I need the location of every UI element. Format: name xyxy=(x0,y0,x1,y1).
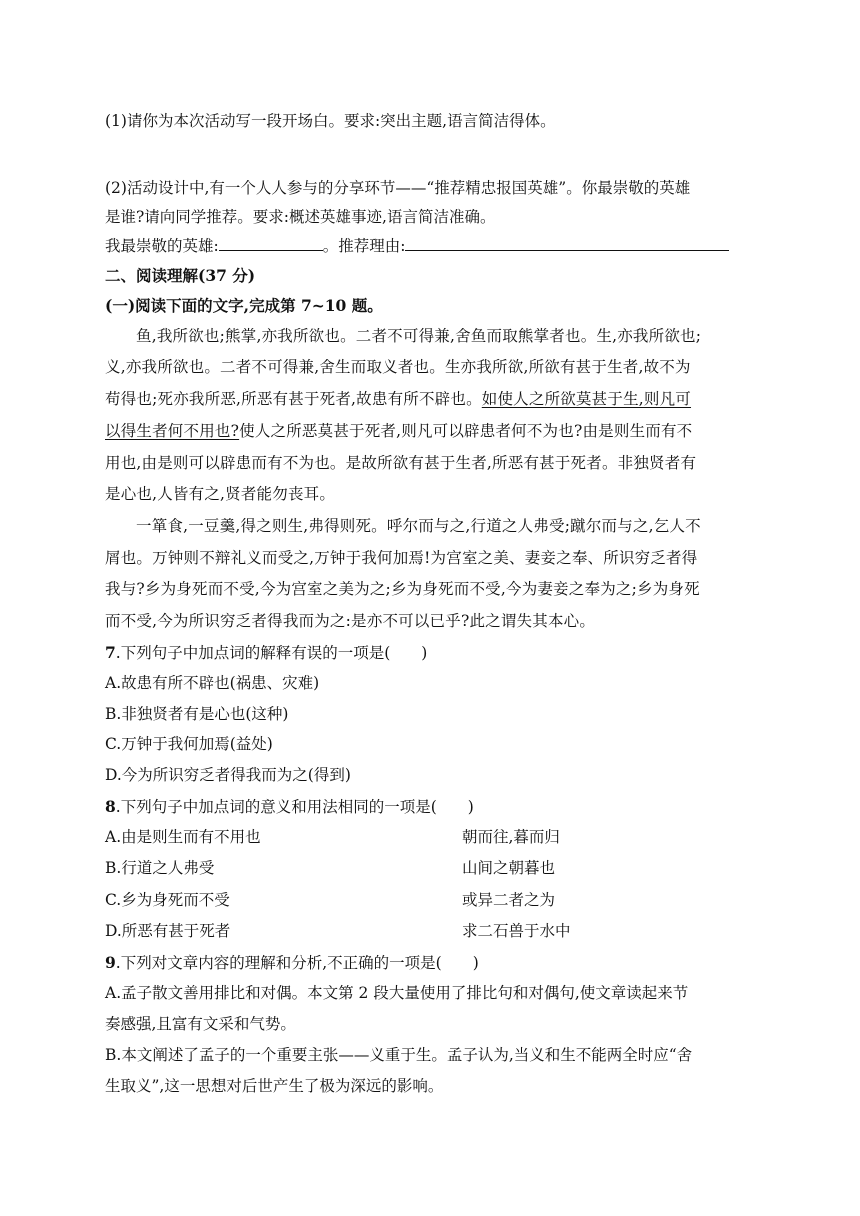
passage-line-3 xyxy=(105,389,691,409)
q8-option-b[interactable]: B.行道之人弗受 xyxy=(105,859,215,877)
fill-label-hero: 我最崇敬的英雄: xyxy=(105,237,219,255)
passage-line-1: 鱼,我所欲也;熊掌,亦我所欲也。二者不可得兼,舍鱼而取熊掌者也。生,亦我所欲也; xyxy=(136,327,702,345)
q7-option-d[interactable]: D.今为所识穷乏者得我而为之(得到) xyxy=(105,766,351,784)
fill-in-row xyxy=(105,236,729,256)
question-text: .下列对文章内容的理解和分析,不正确的一项是( ) xyxy=(115,954,479,972)
question-9-stem xyxy=(105,953,479,973)
q9-option-b-line2: 生取义”,这一思想对后世产生了极为深远的影响。 xyxy=(105,1077,444,1095)
q9-option-a-line2: 奏感强,且富有文采和气势。 xyxy=(105,1015,296,1033)
passage-line-7: 一箪食,一豆羹,得之则生,弗得则死。呼尔而与之,行道之人弗受;蹴尔而与之,乞人不 xyxy=(136,517,701,535)
passage-line-5: 用也,由是则可以辟患而有不为也。是故所欲有甚于生者,所恶有甚于死者。非独贤者有 xyxy=(105,454,697,472)
section-heading: 二、阅读理解(37 分) xyxy=(105,266,256,285)
question-text: .下列句子中加点词的意义和用法相同的一项是( ) xyxy=(115,798,474,816)
q7-option-c[interactable]: C.万钟于我何加焉(益处) xyxy=(105,735,273,753)
passage-line-8: 屑也。万钟则不辩礼义而受之,万钟于我何加焉!为宫室之美、妻妾之奉、所识穷乏者得 xyxy=(105,549,698,567)
q8-option-a[interactable]: A.由是则生而有不用也 xyxy=(105,828,261,846)
q7-option-a[interactable]: A.故患有所不辟也(祸患、灾难) xyxy=(105,674,320,692)
passage-line-10: 而不受,今为所识穷乏者得我而为之:是亦不可以已乎?此之谓失其本心。 xyxy=(105,612,596,630)
passage-line-4 xyxy=(105,421,692,441)
passage-line-2: 义,亦我所欲也。二者不可得兼,舍生而取义者也。生亦我所欲,所欲有甚于生者,故不为 xyxy=(105,358,691,376)
q8-option-c[interactable]: C.乡为身死而不受 xyxy=(105,891,230,909)
q9-option-b-line1[interactable]: B.本文阐述了孟子的一个重要主张——义重于生。孟子认为,当义和生不能两全时应“舍 xyxy=(105,1046,693,1064)
passage-line-9: 我与?乡为身死而不受,今为宫室之美为之;乡为身死而不受,今为妻妾之奉为之;乡为身死 xyxy=(105,580,700,598)
hero-answer-blank[interactable] xyxy=(219,236,323,251)
underlined-sentence: 以得生者何不用也? xyxy=(105,422,240,440)
passage-text: 使人之所恶莫甚于死者,则凡可以辟患者何不为也?由是则生而有不 xyxy=(239,422,693,440)
q8-option-a-compare: 朝而往,暮而归 xyxy=(462,828,560,846)
q8-option-c-compare: 或异二者之为 xyxy=(462,891,556,909)
question-8-stem xyxy=(105,797,474,817)
q8-option-b-compare: 山间之朝暮也 xyxy=(462,859,556,877)
question-number: 7 xyxy=(105,643,116,662)
q8-option-d-compare: 求二石兽于水中 xyxy=(462,922,571,940)
sub-question-2-line2: 是谁?请向同学推荐。要求:概述英雄事迹,语言简洁准确。 xyxy=(105,208,496,226)
question-number: 8 xyxy=(105,797,116,816)
passage-line-6: 是心也,人皆有之,贤者能勿丧耳。 xyxy=(105,485,336,503)
sub-question-1: (1)请你为本次活动写一段开场白。要求:突出主题,语言简洁得体。 xyxy=(105,112,556,130)
q7-option-b[interactable]: B.非独贤者有是心也(这种) xyxy=(105,705,289,723)
subsection-heading: (一)阅读下面的文字,完成第 7~10 题。 xyxy=(105,296,383,315)
q8-option-d[interactable]: D.所恶有甚于死者 xyxy=(105,922,231,940)
passage-text: 苟得也;死亦我所恶,所恶有甚于死者,故患有所不辟也。 xyxy=(105,390,482,408)
reason-answer-blank[interactable] xyxy=(405,236,729,251)
question-number: 9 xyxy=(105,953,116,972)
fill-label-reason: 。推荐理由: xyxy=(322,237,406,255)
sub-question-2-line1: (2)活动设计中,有一个人人参与的分享环节——“推荐精忠报国英雄”。你最崇敬的英雄 xyxy=(105,179,691,197)
question-text: .下列句子中加点词的解释有误的一项是( ) xyxy=(115,644,428,662)
underlined-sentence: 如使人之所欲莫甚于生,则凡可 xyxy=(481,390,692,408)
question-7-stem xyxy=(105,643,427,663)
q9-option-a-line1[interactable]: A.孟子散文善用排比和对偶。本文第 2 段大量使用了排比句和对偶句,使文章读起来节 xyxy=(105,984,689,1002)
